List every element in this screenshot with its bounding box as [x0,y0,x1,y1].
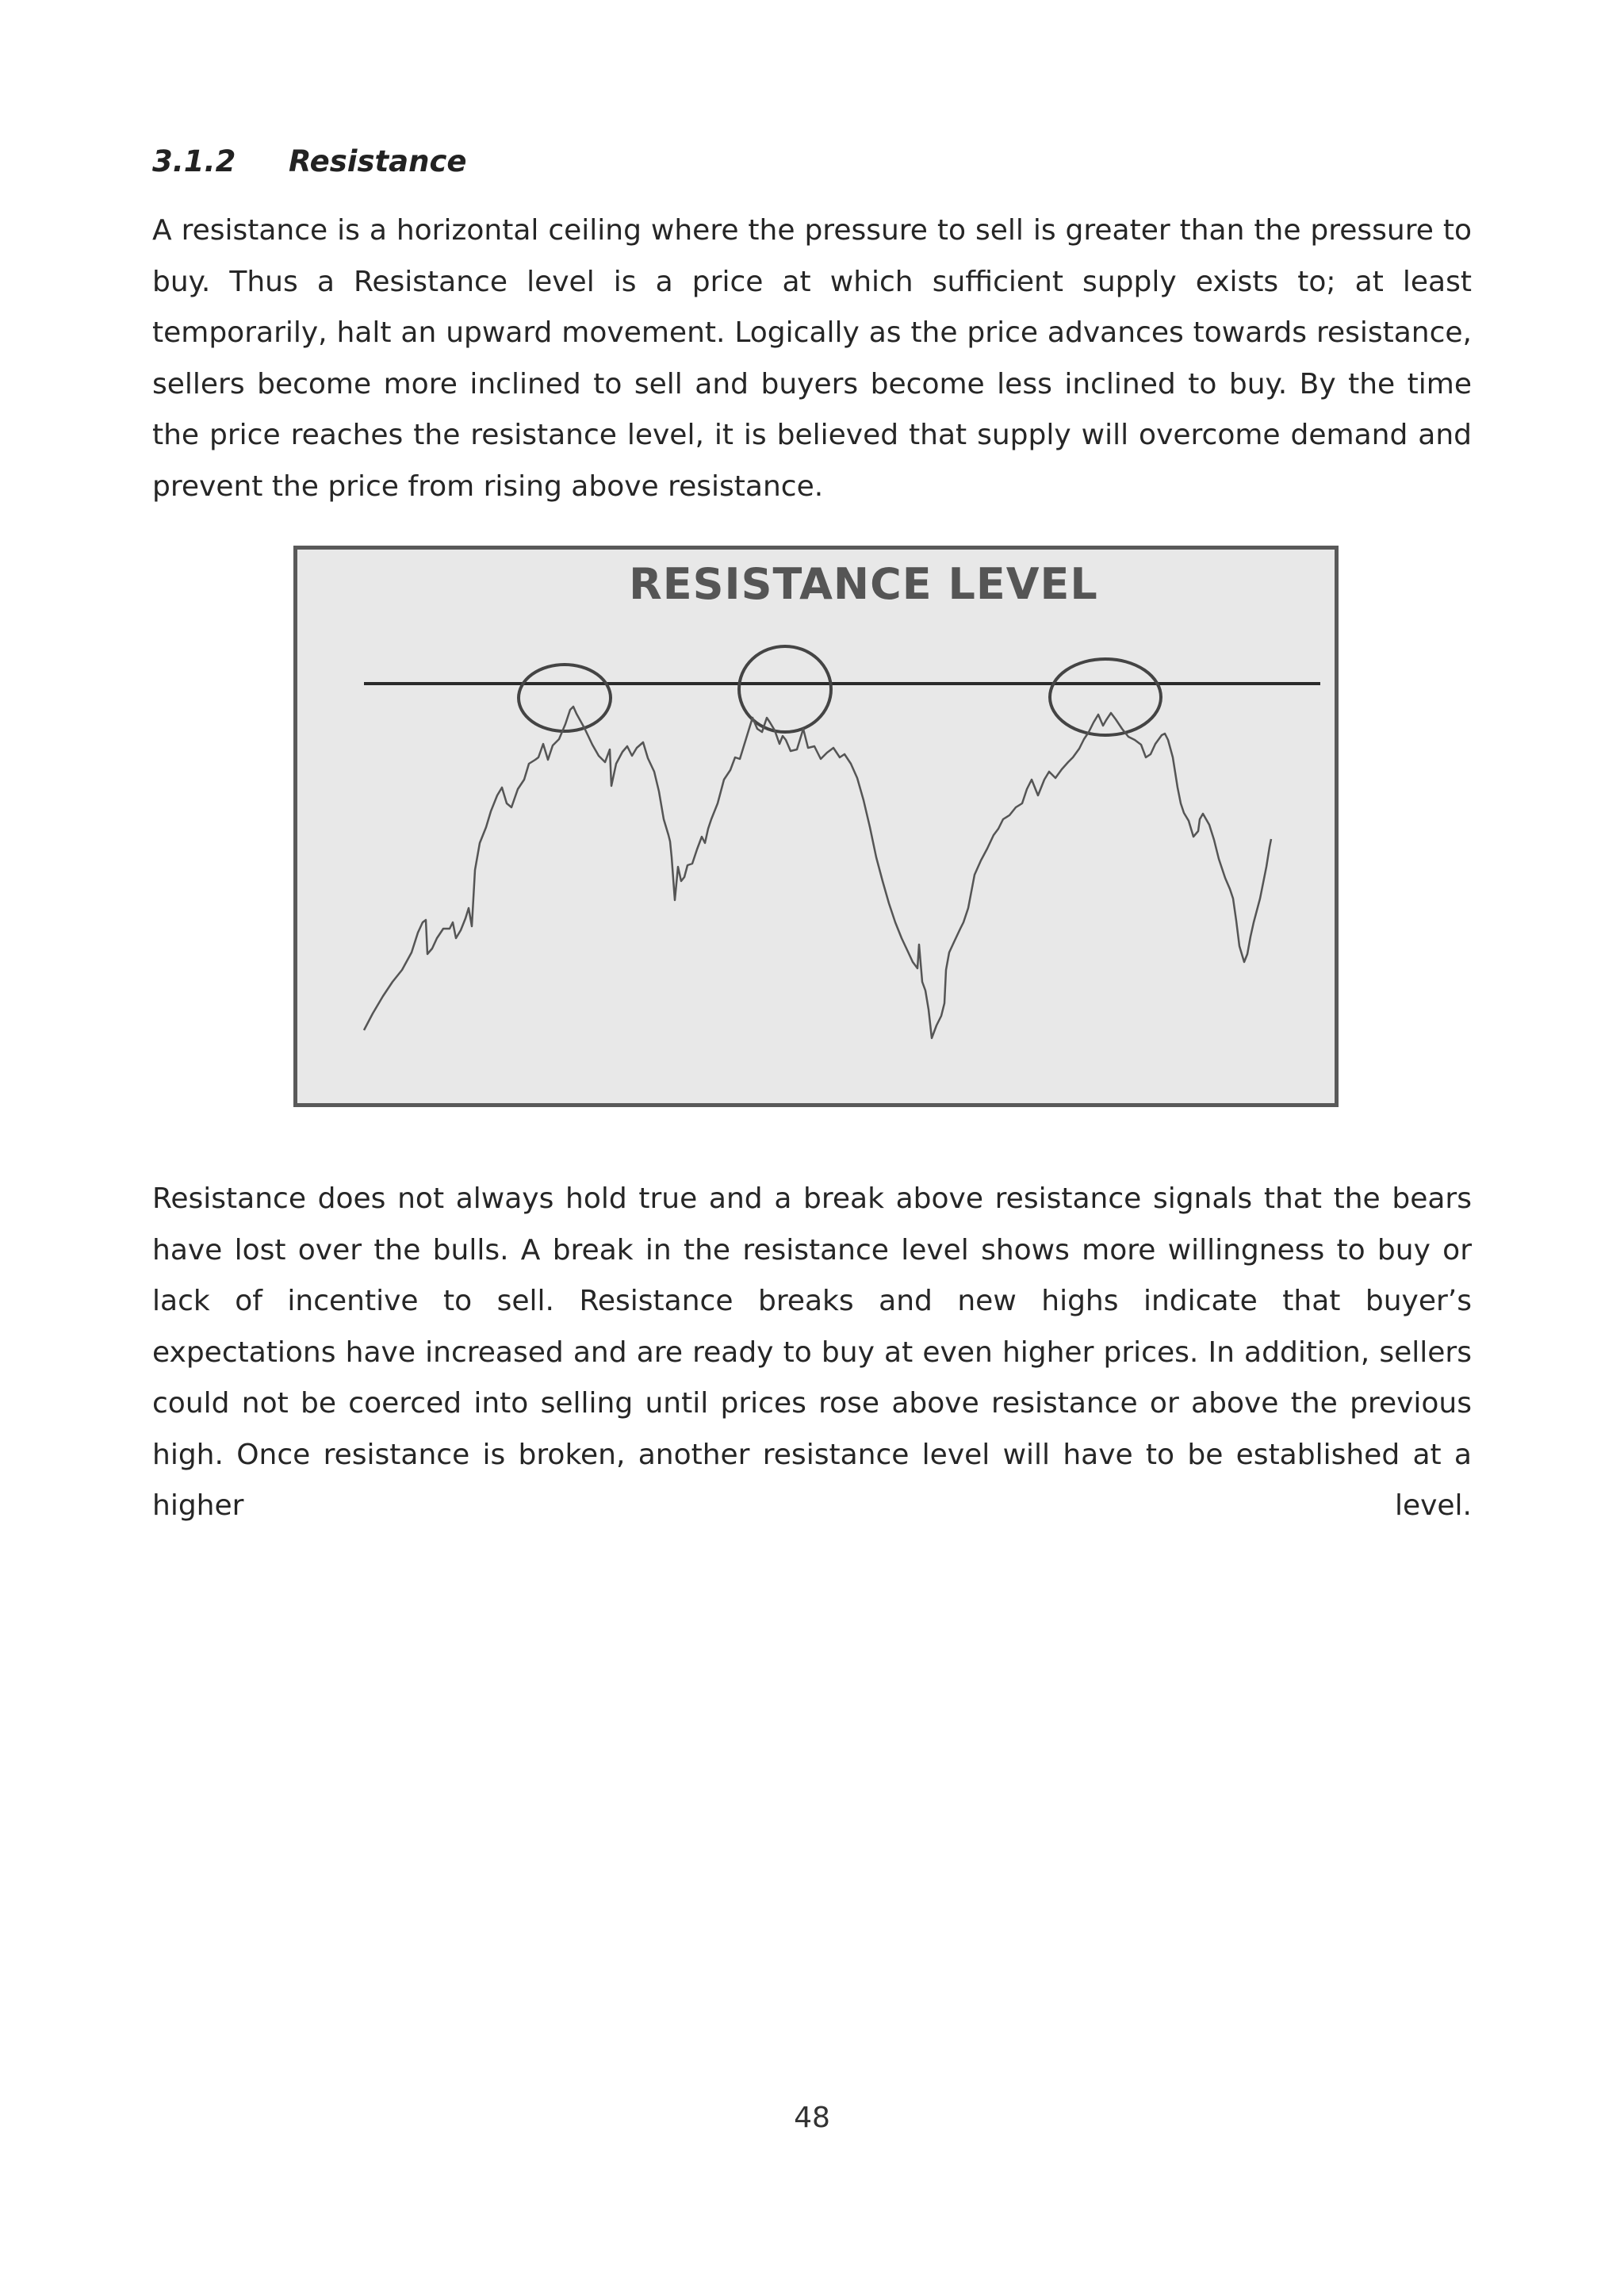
figure-title: RESISTANCE LEVEL [629,559,1098,609]
section-title: Resistance [289,144,467,178]
page-number: 48 [794,2102,830,2134]
paragraph-breakout: Resistance does not always hold true and a break above resistance signals that the bears have lost over the bulls. A break in the resistance level shows more willingness to buy or lack of incentive to sell. Resistance breaks and new highs indicate that buyer’s expectations have increased and are ready to buy at even higher prices. In addition, sellers could not be coerced into selling until prices rose above resistance or above the previous high. Once resistance is broken, another resistance level will have to be established at a higher level. [152,1182,1472,1522]
resistance-chart-illustration [297,550,1335,1103]
section-number: 3.1.2 [152,144,236,178]
paragraph-intro: A resistance is a horizontal ceiling where the pressure to sell is greater than the pressure to buy. Thus a Resistance level is a price at which sufficient supply exists to; at least temporarily, halt an upward movement. Logically as the price advances towards resistance, sellers become more inclined to sell and buyers become less inclined to buy. By the time the price reaches the resistance level, it is believed that supply will overcome demand and prevent the price from rising above resistance. [152,214,1472,503]
price-line [364,707,1271,1038]
resistance-touch-circle-3 [1050,659,1161,735]
section-heading [152,144,467,178]
resistance-level-figure [293,546,1339,1107]
resistance-touch-circle-1 [519,665,611,731]
